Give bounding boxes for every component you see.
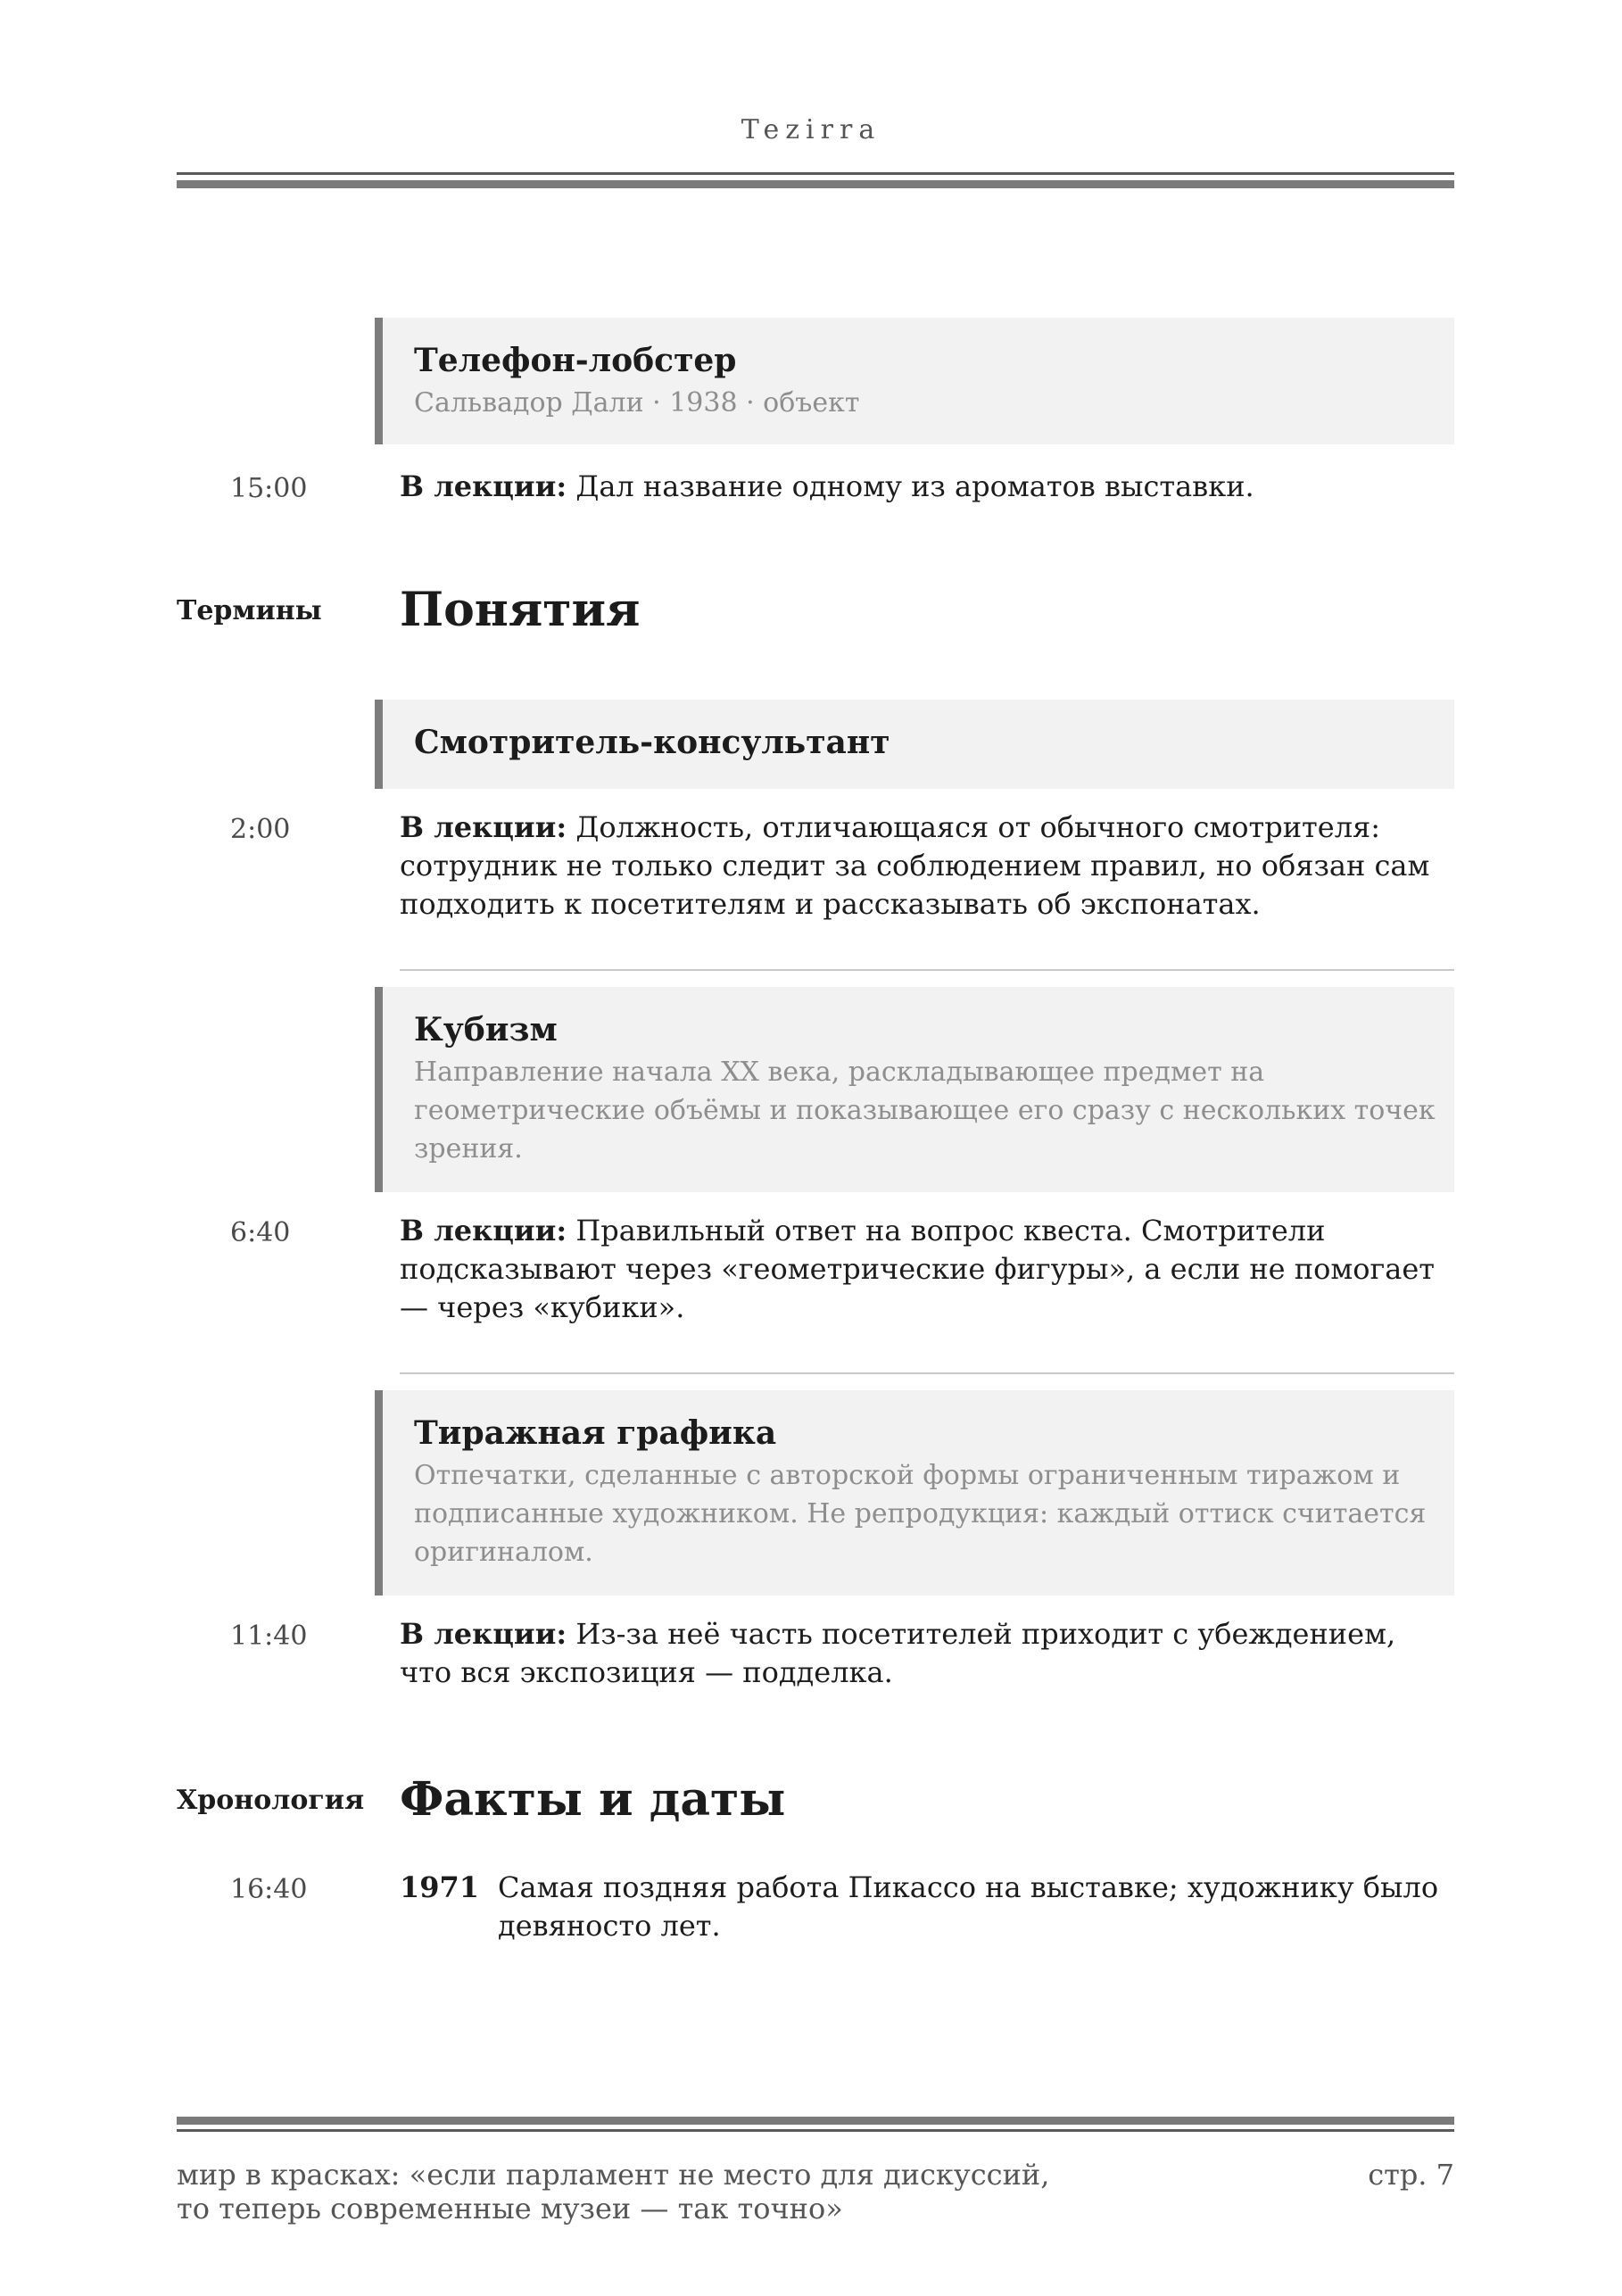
lecture-note bbox=[400, 1615, 1454, 1692]
timestamp: 6:40 bbox=[230, 1217, 291, 1248]
term-card bbox=[375, 700, 1454, 789]
note-label: В лекции: bbox=[400, 1214, 567, 1247]
section-label-terms: Термины bbox=[177, 595, 322, 626]
term-description: Направление начала XX века, раскладывающее предмет на геометрические объёмы и показывающее его сразу с нескольких точек зрения. bbox=[414, 1057, 1436, 1165]
footer-line: мир в красках: «если парламент не место для дискуссий, bbox=[177, 2158, 1050, 2192]
header-title: Tezirra bbox=[741, 114, 881, 145]
page-number: стр. 7 bbox=[1368, 2158, 1454, 2192]
term-card bbox=[375, 987, 1454, 1192]
lecture-note bbox=[400, 468, 1454, 506]
lecture-note bbox=[400, 1212, 1454, 1327]
note-label: В лекции: bbox=[400, 469, 567, 503]
footer-caption bbox=[177, 2158, 1069, 2226]
divider bbox=[400, 1372, 1454, 1374]
term-title: Смотритель-консультант bbox=[414, 724, 890, 761]
artwork-card bbox=[375, 318, 1454, 444]
artwork-subtitle: Сальвадор Дали · 1938 · объект bbox=[414, 387, 860, 419]
timestamp: 16:40 bbox=[230, 1874, 308, 1905]
term-title: Тиражная графика bbox=[414, 1414, 777, 1452]
timestamp: 11:40 bbox=[230, 1620, 308, 1652]
note-label: В лекции: bbox=[400, 810, 567, 844]
note-text: Дал название одному из ароматов выставки. bbox=[567, 469, 1254, 503]
artwork-title: Телефон-лобстер bbox=[414, 342, 737, 379]
timestamp: 15:00 bbox=[230, 473, 308, 504]
section-label-chronology: Хронология bbox=[177, 1785, 365, 1816]
timestamp: 2:00 bbox=[230, 814, 291, 845]
footer-rule-thick bbox=[177, 2117, 1454, 2125]
term-description: Отпечатки, сделанные с авторской формы ограниченным тиражом и подписанные художником. Не репродукция: каждый оттиск считается оригиналом. bbox=[414, 1460, 1427, 1568]
note-text: Из-за неё часть посетителей приходит с убеждением, что вся экспозиция — подделка. bbox=[400, 1617, 1396, 1689]
term-title: Кубизм bbox=[414, 1011, 558, 1049]
divider bbox=[400, 969, 1454, 971]
fact-text: Самая поздняя работа Пикассо на выставке; художнику было девяносто лет. bbox=[498, 1870, 1439, 1943]
footer-line: то теперь современные музеи — так точно» bbox=[177, 2192, 843, 2226]
lecture-note bbox=[400, 808, 1454, 924]
header-rule-thin bbox=[177, 172, 1454, 175]
term-card bbox=[375, 1390, 1454, 1596]
note-text: Должность, отличающаяся от обычного смотрителя: сотрудник не только следит за соблюдением правил, но обязан сам подходить к посетителям и рассказывать об экспонатах. bbox=[400, 810, 1430, 921]
section-title-terms: Понятия bbox=[400, 583, 641, 637]
footer-rule-thin bbox=[177, 2129, 1454, 2132]
note-text: Правильный ответ на вопрос квеста. Смотрители подсказывают через «геометрические фигуры», а если не помогает — через «кубики». bbox=[400, 1214, 1435, 1324]
note-label: В лекции: bbox=[400, 1617, 567, 1651]
section-title-chronology: Факты и даты bbox=[400, 1772, 786, 1827]
header-rule-thick bbox=[177, 180, 1454, 188]
fact-year: 1971 bbox=[400, 1870, 480, 1904]
